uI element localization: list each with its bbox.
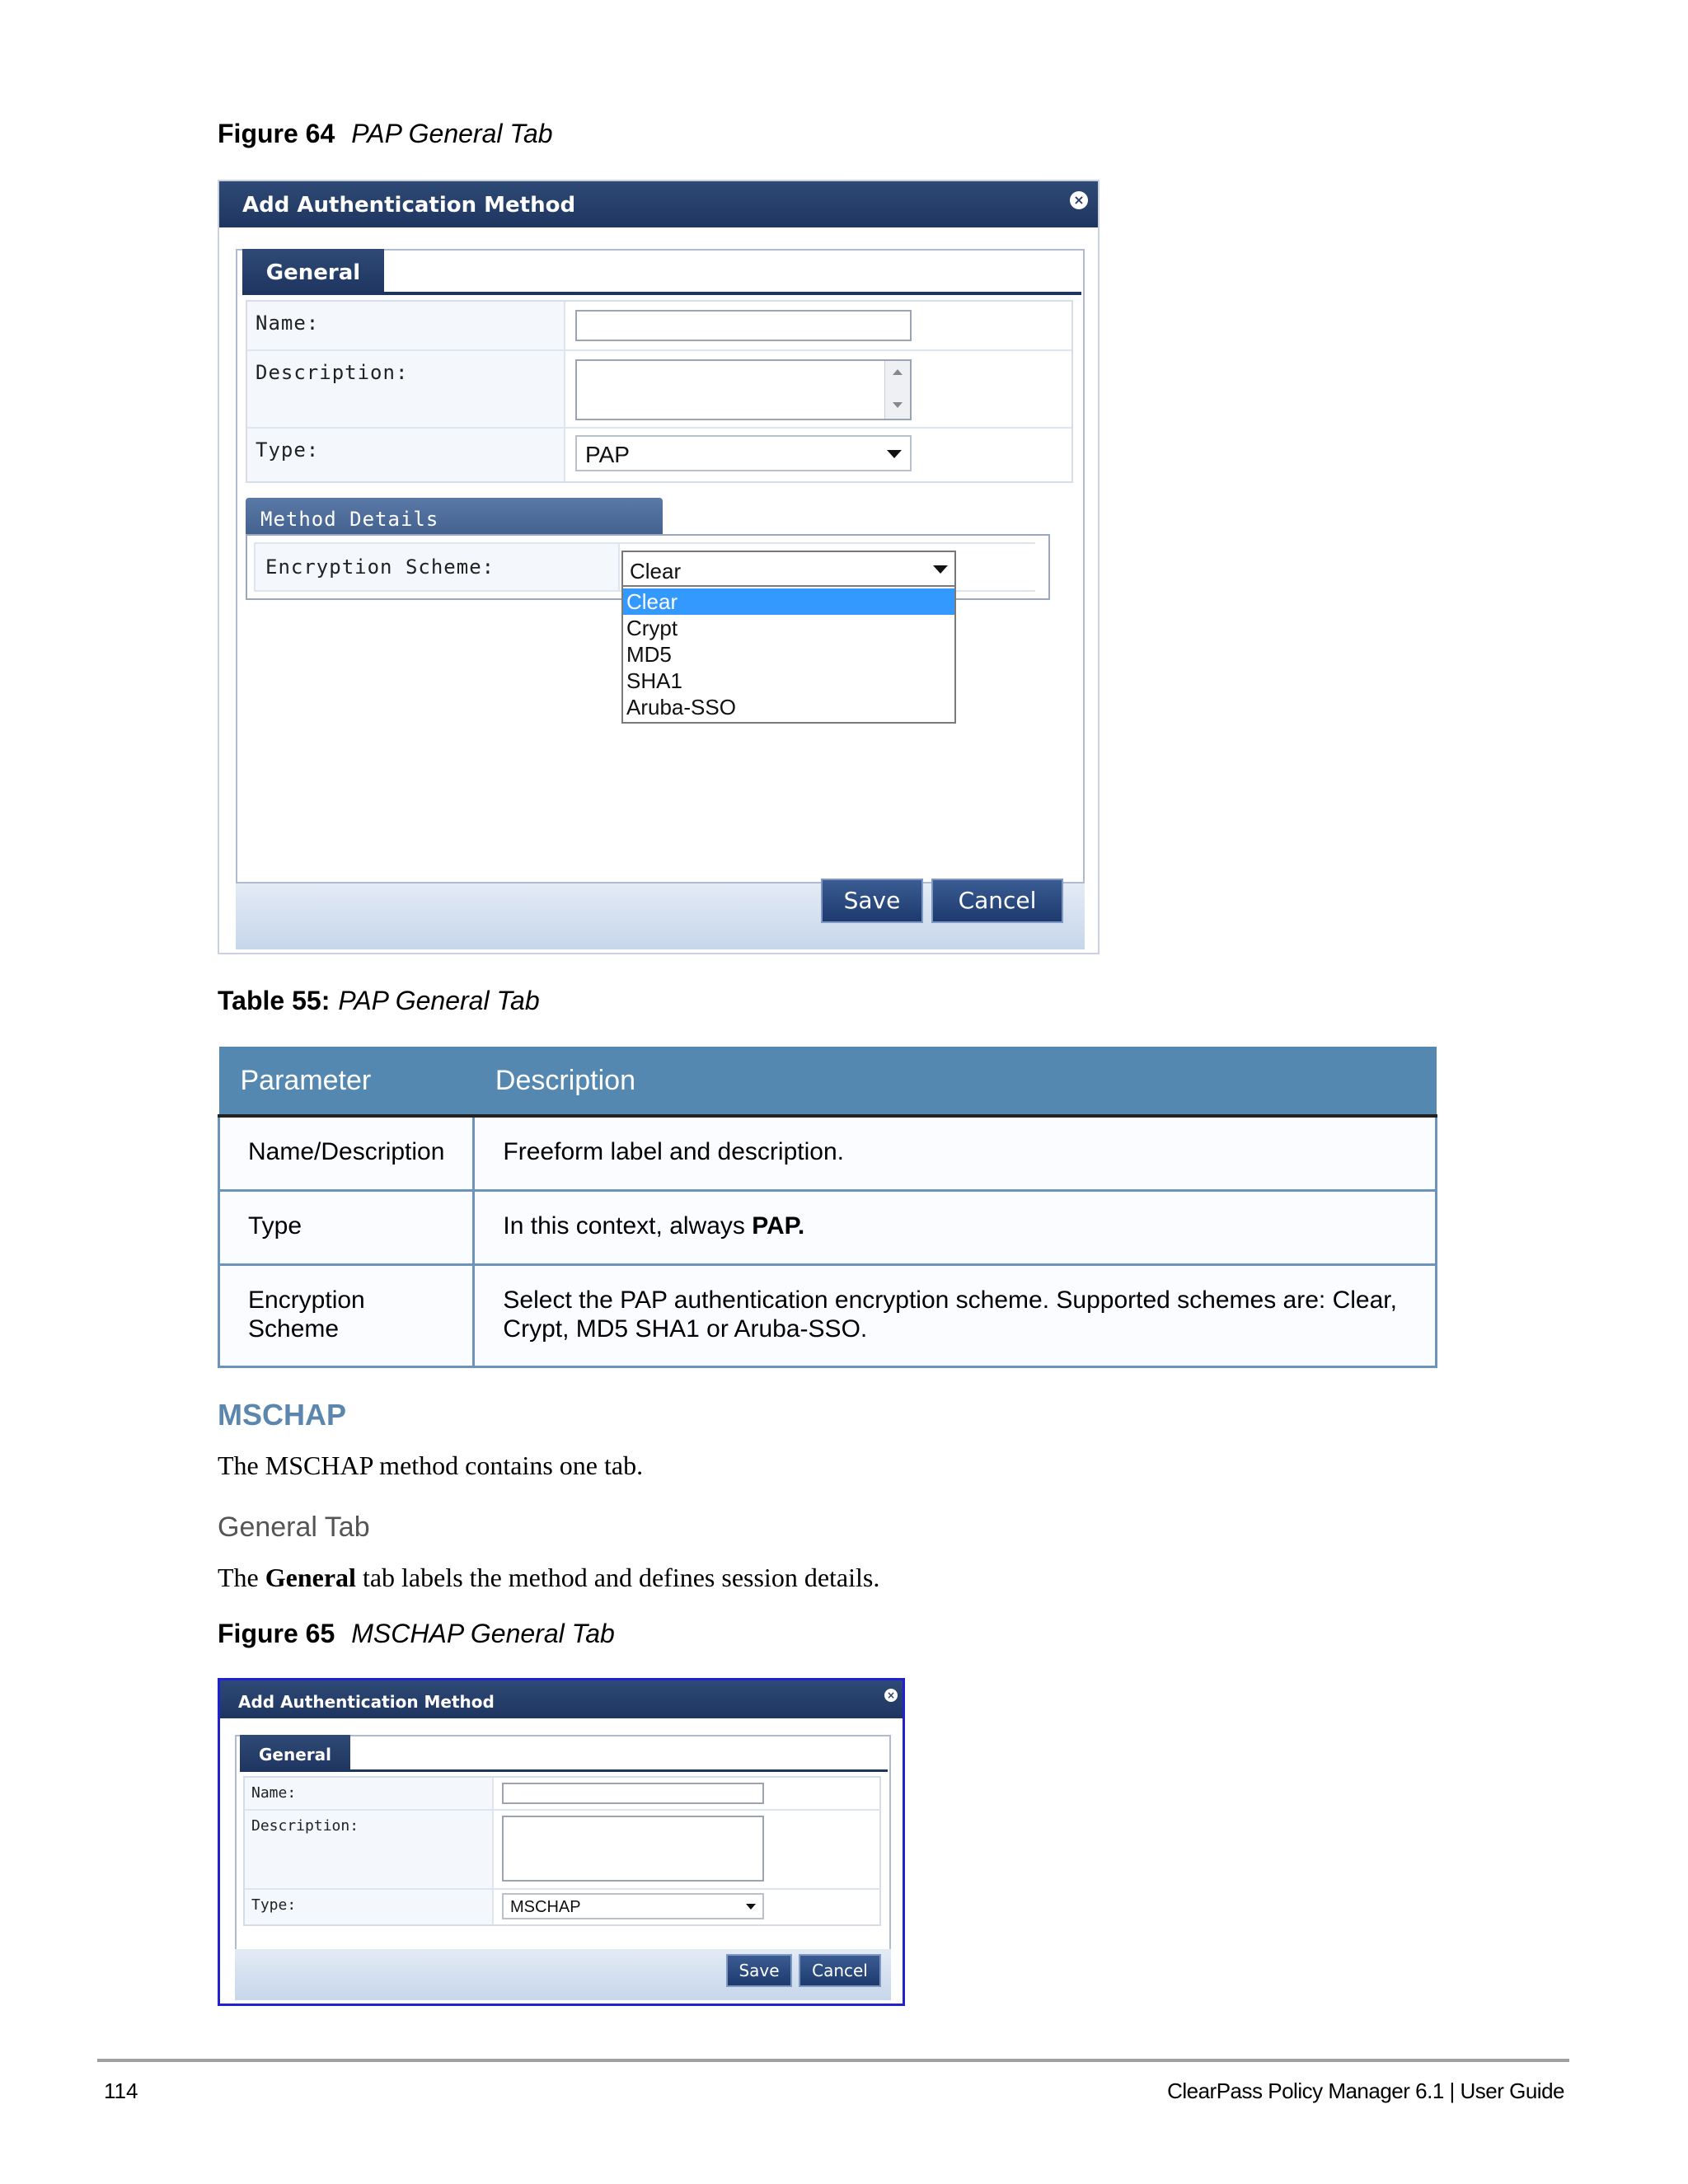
- general-tab-description: [218, 1563, 879, 1593]
- dialog-body: [236, 249, 1085, 883]
- save-button[interactable]: Save: [726, 1954, 792, 1987]
- description-textarea[interactable]: [502, 1816, 764, 1882]
- dialog-footer: [235, 1949, 891, 2000]
- figure-65-caption: [218, 1619, 615, 1649]
- desc-text: In this context, always: [503, 1212, 753, 1240]
- option-sha1[interactable]: SHA1: [626, 668, 682, 693]
- chevron-down-icon: [887, 450, 902, 458]
- table-row: [219, 1264, 1437, 1366]
- type-select-value: PAP: [585, 442, 630, 467]
- desc-line: Crypt, MD5 SHA1 or Aruba-SSO.: [503, 1315, 868, 1343]
- close-icon[interactable]: ×: [884, 1689, 898, 1702]
- param-line: Encryption: [248, 1286, 365, 1314]
- parameter-table: [218, 1047, 1437, 1368]
- type-label: Type:: [256, 438, 320, 462]
- table-55-caption: [218, 986, 540, 1016]
- encryption-scheme-select[interactable]: [621, 551, 956, 587]
- add-authentication-method-dialog-mschap: [218, 1678, 905, 2006]
- option-md5[interactable]: MD5: [626, 642, 672, 667]
- scroll-down-icon[interactable]: [893, 402, 903, 408]
- tab-underline: [242, 292, 1081, 295]
- text: tab labels the method and defines session details.: [355, 1563, 880, 1592]
- type-label: Type:: [251, 1896, 297, 1914]
- figure-label: Figure 64: [218, 119, 335, 148]
- cancel-button[interactable]: Cancel: [931, 879, 1063, 923]
- figure-64-caption: [218, 119, 553, 149]
- dialog-titlebar: [220, 1680, 903, 1718]
- row-divider: [245, 1809, 879, 1811]
- scroll-up-icon[interactable]: [893, 369, 903, 375]
- text: The: [218, 1563, 265, 1592]
- chevron-down-icon: [746, 1904, 756, 1910]
- desc-bold: PAP.: [752, 1212, 805, 1240]
- tab-general-label: General: [259, 1745, 331, 1765]
- textarea-scrollbar[interactable]: [884, 361, 910, 419]
- section-heading-mschap: MSCHAP: [218, 1398, 347, 1432]
- cell-desc: Freeform label and description.: [474, 1116, 1437, 1190]
- table-row: [219, 1116, 1437, 1190]
- table-title: PAP General Tab: [338, 986, 540, 1015]
- tab-underline: [240, 1769, 888, 1772]
- name-label: Name:: [251, 1784, 297, 1802]
- description-label: Description:: [251, 1817, 359, 1835]
- header-parameter: Parameter: [219, 1047, 474, 1116]
- encryption-select-value: Clear: [630, 559, 682, 583]
- encryption-scheme-label: Encryption Scheme:: [265, 555, 495, 579]
- general-form: [246, 300, 1073, 483]
- figure-label: Figure 65: [218, 1619, 335, 1648]
- type-select[interactable]: [502, 1893, 764, 1919]
- option-clear[interactable]: Clear: [623, 588, 954, 615]
- add-authentication-method-dialog: [218, 180, 1100, 954]
- option-aruba-sso[interactable]: Aruba-SSO: [626, 695, 736, 719]
- page-number: 114: [104, 2079, 138, 2103]
- dialog-titlebar: [219, 181, 1098, 227]
- cancel-button[interactable]: Cancel: [799, 1954, 881, 1987]
- header-description: Description: [474, 1047, 1437, 1116]
- figure-title: PAP General Tab: [351, 119, 553, 148]
- cell-desc: [474, 1264, 1437, 1366]
- footer-rule: [97, 2059, 1569, 2062]
- close-icon[interactable]: ×: [1070, 191, 1088, 209]
- type-select[interactable]: [575, 435, 912, 471]
- cell-desc: [474, 1190, 1437, 1264]
- chevron-down-icon: [933, 565, 948, 574]
- cell-param: [219, 1264, 474, 1366]
- dialog-title: Add Authentication Method: [242, 193, 576, 218]
- name-input[interactable]: [575, 310, 912, 341]
- cell-param: Name/Description: [219, 1116, 474, 1190]
- cell-param: Type: [219, 1190, 474, 1264]
- tab-general[interactable]: [242, 249, 384, 293]
- row-divider: [247, 349, 1071, 351]
- desc-line: Select the PAP authentication encryption scheme. Supported schemes are: Clear,: [503, 1286, 1397, 1314]
- name-label: Name:: [256, 312, 320, 335]
- table-header-row: [219, 1047, 1437, 1116]
- method-details-label: Method Details: [260, 508, 439, 531]
- table-row: [219, 1190, 1437, 1264]
- param-line: Scheme: [248, 1315, 340, 1343]
- document-title: ClearPass Policy Manager 6.1 | User Guide: [1167, 2079, 1564, 2103]
- tab-general[interactable]: [240, 1735, 350, 1771]
- description-textarea[interactable]: [575, 359, 912, 420]
- type-select-value: MSCHAP: [510, 1898, 581, 1916]
- description-label: Description:: [256, 361, 409, 384]
- figure-title: MSCHAP General Tab: [351, 1619, 615, 1648]
- subheading-general-tab: General Tab: [218, 1511, 370, 1543]
- row-divider: [247, 427, 1071, 429]
- dialog-title: Add Authentication Method: [238, 1692, 495, 1712]
- text-bold: General: [265, 1563, 356, 1592]
- method-details-header: [246, 498, 663, 534]
- option-crypt[interactable]: Crypt: [626, 616, 678, 640]
- table-label: Table 55:: [218, 986, 331, 1015]
- name-input[interactable]: [502, 1783, 764, 1804]
- mschap-intro: The MSCHAP method contains one tab.: [218, 1451, 644, 1480]
- dialog-body: [235, 1735, 891, 1974]
- save-button[interactable]: Save: [821, 879, 923, 923]
- tab-general-label: General: [265, 260, 361, 285]
- encryption-scheme-dropdown[interactable]: [621, 585, 956, 724]
- row-divider: [245, 1888, 879, 1890]
- general-form: [243, 1776, 881, 1926]
